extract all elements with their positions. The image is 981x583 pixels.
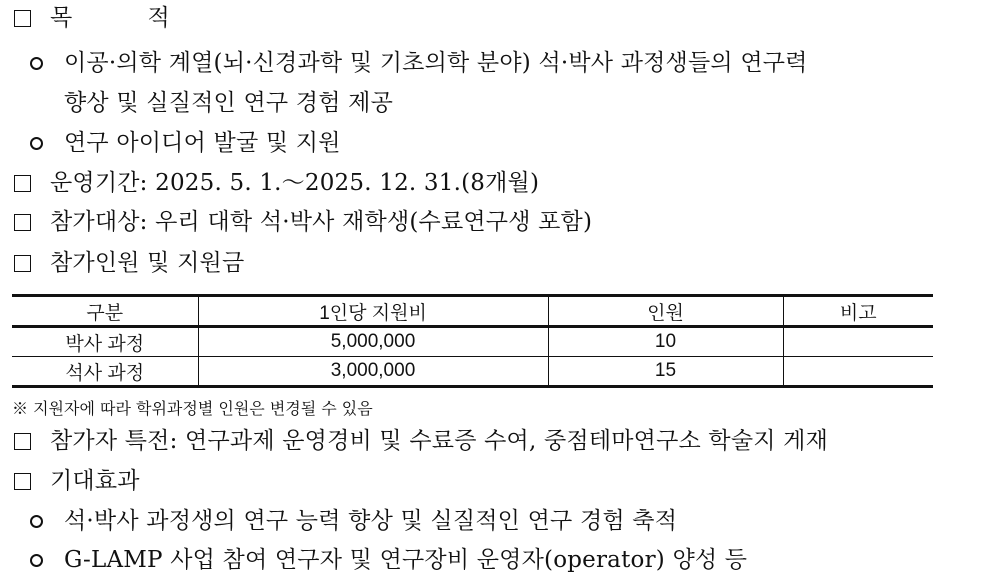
checkbox-square-icon	[14, 473, 31, 490]
column-header: 비고	[783, 296, 933, 327]
checkbox-square-icon	[14, 175, 31, 192]
circle-bullet-icon	[30, 515, 43, 528]
table-cell: 박사 과정	[12, 327, 198, 357]
table-cell: 15	[548, 357, 783, 387]
column-header: 인원	[548, 296, 783, 327]
table-row	[12, 357, 933, 387]
table-note: ※ 지원자에 따라 학위과정별 인원은 변경될 수 있음	[12, 399, 373, 418]
table-row	[12, 327, 933, 357]
checkbox-square-icon	[14, 255, 31, 272]
table-cell: 5,000,000	[198, 327, 548, 357]
effects-bullet-2-text: G-LAMP 사업 참여 연구자 및 연구장비 운영자(operator) 양성 등	[64, 547, 748, 573]
checkbox-square-icon	[14, 433, 31, 450]
period-text: 운영기간: 2025. 5. 1.～2025. 12. 31.(8개월)	[50, 170, 540, 196]
column-header: 구분	[12, 296, 198, 327]
purpose-bullet-2-line1: 연구 아이디어 발굴 및 지원	[64, 130, 341, 156]
effects-bullet-1-text: 석·박사 과정생의 연구 능력 향상 및 실질적인 연구 경험 축적	[64, 508, 678, 534]
effects-heading: 기대효과	[50, 468, 140, 494]
purpose-heading: 목 적	[50, 5, 170, 31]
table-header-row	[12, 296, 933, 327]
circle-bullet-icon	[30, 554, 43, 567]
benefits-text: 참가자 특전: 연구과제 운영경비 및 수료증 수여, 중점테마연구소 학술지 게재	[50, 428, 829, 454]
circle-bullet-icon	[30, 137, 43, 150]
purpose-bullet-1-line2: 향상 및 실질적인 연구 경험 제공	[64, 90, 393, 116]
checkbox-square-icon	[14, 10, 31, 27]
column-header: 1인당 지원비	[198, 296, 548, 327]
table-cell: 10	[548, 327, 783, 357]
support-table	[12, 294, 933, 388]
table-cell: 석사 과정	[12, 357, 198, 387]
target-text: 참가대상: 우리 대학 석·박사 재학생(수료연구생 포함)	[50, 209, 593, 235]
purpose-bullet-1-line1: 이공·의학 계열(뇌·신경과학 및 기초의학 분야) 석·박사 과정생들의 연구력	[64, 50, 808, 76]
circle-bullet-icon	[30, 57, 43, 70]
table-cell: 3,000,000	[198, 357, 548, 387]
checkbox-square-icon	[14, 214, 31, 231]
participants-heading: 참가인원 및 지원금	[50, 250, 245, 276]
table-cell	[783, 357, 933, 387]
table-cell	[783, 327, 933, 357]
